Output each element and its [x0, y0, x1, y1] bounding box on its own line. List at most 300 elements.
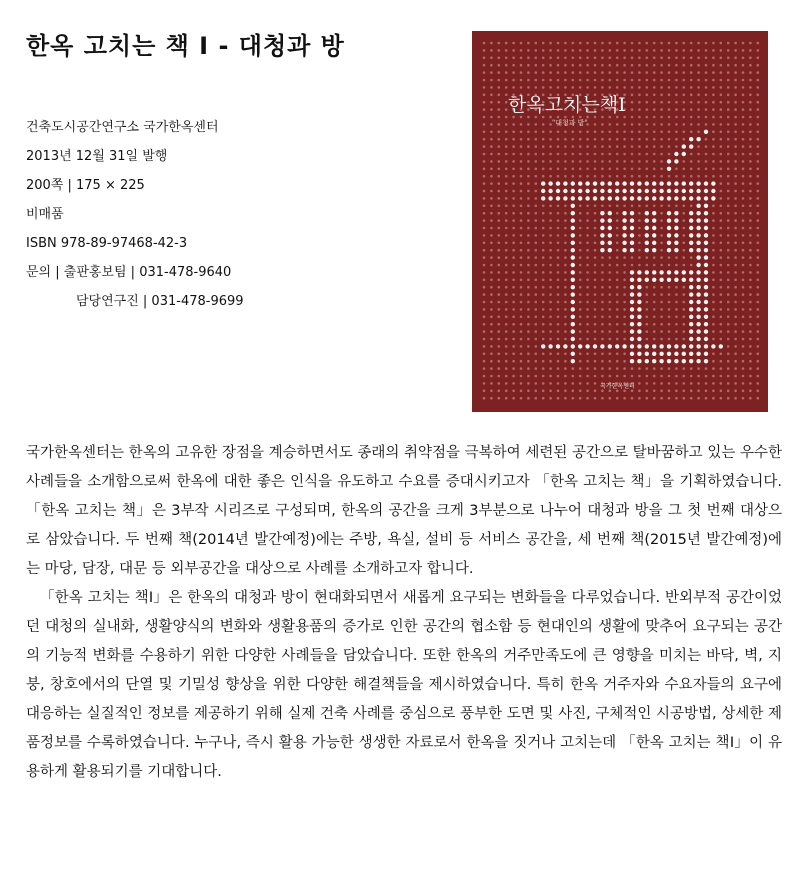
cover-dot — [727, 94, 730, 97]
cover-dot — [601, 256, 604, 259]
cover-dot — [660, 382, 663, 385]
cover-dot — [720, 330, 723, 333]
cover-dot — [697, 397, 700, 400]
cover-dot — [490, 382, 493, 385]
cover-dot — [601, 330, 604, 333]
cover-dot — [512, 116, 515, 119]
cover-dot — [512, 286, 515, 289]
cover-dot — [542, 360, 545, 363]
cover-dot — [660, 94, 663, 97]
cover-dot — [535, 205, 538, 208]
cover-dot — [646, 256, 649, 259]
cover-dot — [705, 42, 708, 45]
cover-dot — [646, 138, 649, 141]
cover-dot — [653, 108, 656, 111]
cover-dot — [674, 359, 678, 363]
cover-dot — [549, 316, 552, 319]
cover-dot — [637, 329, 641, 333]
cover-dot — [564, 249, 567, 252]
cover-dot — [505, 338, 508, 341]
cover-dot — [527, 145, 530, 148]
cover-dot — [675, 138, 678, 141]
cover-dot — [683, 123, 686, 126]
cover-dot — [660, 367, 663, 370]
cover-dot — [557, 271, 560, 274]
cover-dot — [720, 94, 723, 97]
cover-dot — [616, 316, 619, 319]
cover-dot — [594, 256, 597, 259]
cover-dot — [646, 153, 649, 156]
cover-dot — [527, 286, 530, 289]
cover-dot — [571, 196, 575, 200]
cover-dot — [535, 308, 538, 311]
cover-dot — [630, 189, 634, 193]
cover-dot — [600, 181, 604, 185]
cover-dot — [586, 286, 589, 289]
cover-dot — [660, 286, 663, 289]
cover-dot — [498, 360, 501, 363]
cover-dot — [727, 205, 730, 208]
cover-dot — [594, 301, 597, 304]
cover-dot — [696, 292, 700, 296]
cover-dot — [586, 160, 589, 163]
cover-dot — [564, 397, 567, 400]
cover-dot — [615, 196, 619, 200]
cover-dot — [483, 271, 486, 274]
cover-dot — [586, 219, 589, 222]
cover-dot — [594, 57, 597, 60]
cover-dot — [557, 168, 560, 171]
cover-dot — [512, 123, 515, 126]
cover-dot — [520, 234, 523, 237]
cover-dot — [690, 153, 693, 156]
cover-dot — [579, 168, 582, 171]
cover-dot — [696, 263, 700, 267]
cover-dot — [542, 249, 545, 252]
cover-dot — [659, 189, 663, 193]
cover-dot — [542, 138, 545, 141]
cover-dot — [660, 323, 663, 326]
cover-dot — [727, 338, 730, 341]
cover-dot — [734, 390, 737, 393]
cover-dot — [527, 249, 530, 252]
cover-dot — [653, 42, 656, 45]
cover-dot — [572, 86, 575, 89]
cover-dot — [512, 182, 515, 185]
cover-dot — [712, 279, 715, 282]
cover-dot — [712, 168, 715, 171]
cover-dot — [579, 79, 582, 82]
cover-dot — [683, 330, 686, 333]
cover-dot — [512, 293, 515, 296]
cover-dot — [645, 270, 649, 274]
cover-dot — [705, 108, 708, 111]
cover-dot — [653, 153, 656, 156]
cover-dot — [586, 227, 589, 230]
cover-dot — [734, 234, 737, 237]
cover-dot — [609, 153, 612, 156]
cover-dot — [696, 359, 700, 363]
cover-dot — [616, 308, 619, 311]
cover-dot — [696, 211, 700, 215]
cover-dot — [749, 293, 752, 296]
cover-dot — [527, 382, 530, 385]
cover-dot — [512, 190, 515, 193]
cover-dot — [727, 175, 730, 178]
cover-dot — [720, 323, 723, 326]
cover-dot — [630, 359, 634, 363]
cover-dot — [689, 300, 693, 304]
cover-dot — [557, 367, 560, 370]
cover-dot — [720, 264, 723, 267]
cover-dot — [638, 86, 641, 89]
cover-dot — [667, 189, 671, 193]
cover-dot — [689, 322, 693, 326]
cover-dot — [727, 249, 730, 252]
cover-dot — [727, 286, 730, 289]
cover-dot — [600, 226, 604, 230]
cover-dot — [683, 338, 686, 341]
cover-dot — [720, 108, 723, 111]
cover-dot — [586, 116, 589, 119]
cover-dot — [616, 79, 619, 82]
cover-dot — [542, 205, 545, 208]
cover-dot — [564, 234, 567, 237]
cover-dot — [498, 160, 501, 163]
cover-dot — [490, 293, 493, 296]
cover-dot — [638, 101, 641, 104]
cover-dot — [527, 271, 530, 274]
cover-dot — [601, 175, 604, 178]
cover-dot — [734, 212, 737, 215]
cover-dot — [712, 212, 715, 215]
cover-dot — [527, 301, 530, 304]
cover-dot — [689, 307, 693, 311]
cover-dot — [571, 241, 575, 245]
cover-dot — [697, 367, 700, 370]
cover-dot — [572, 160, 575, 163]
cover-dot — [734, 145, 737, 148]
cover-dot — [668, 286, 671, 289]
cover-dot — [586, 42, 589, 45]
cover-dot — [638, 71, 641, 74]
cover-dot — [609, 293, 612, 296]
cover-dot — [704, 352, 708, 356]
cover-dot — [498, 71, 501, 74]
cover-dot — [683, 86, 686, 89]
cover-dot — [483, 64, 486, 67]
cover-dot — [557, 308, 560, 311]
cover-dot — [609, 160, 612, 163]
cover-dot — [749, 219, 752, 222]
cover-dot — [527, 86, 530, 89]
cover-dot — [668, 108, 671, 111]
cover-dot — [549, 382, 552, 385]
cover-dot — [498, 264, 501, 267]
cover-dot — [483, 227, 486, 230]
cover-dot — [623, 168, 626, 171]
cover-dot — [734, 94, 737, 97]
cover-dot — [498, 353, 501, 356]
cover-dot — [505, 175, 508, 178]
cover-dot — [520, 131, 523, 134]
cover-dot — [749, 301, 752, 304]
cover-dot — [697, 145, 700, 148]
cover-dot — [660, 145, 663, 148]
cover-dot — [572, 131, 575, 134]
cover-dot — [609, 116, 612, 119]
cover-dot — [564, 42, 567, 45]
cover-dot — [742, 242, 745, 245]
cover-dot — [734, 86, 737, 89]
cover-dot — [742, 57, 745, 60]
cover-dot — [483, 390, 486, 393]
cover-dot — [667, 270, 671, 274]
cover-dot — [712, 42, 715, 45]
cover-dot — [683, 390, 686, 393]
cover-dot — [549, 219, 552, 222]
cover-dot — [757, 190, 760, 193]
cover-dot — [601, 86, 604, 89]
cover-dot — [564, 279, 567, 282]
cover-dot — [697, 390, 700, 393]
cover-dot — [660, 227, 663, 230]
cover-dot — [696, 226, 700, 230]
cover-dot — [638, 131, 641, 134]
cover-dot — [638, 116, 641, 119]
cover-dot — [638, 212, 641, 215]
cover-dot — [512, 323, 515, 326]
cover-dot — [660, 116, 663, 119]
cover-dot — [498, 42, 501, 45]
cover-dot — [616, 116, 619, 119]
cover-dot — [549, 293, 552, 296]
cover-dot — [586, 79, 589, 82]
cover-dot — [727, 264, 730, 267]
cover-dot — [653, 382, 656, 385]
cover-dot — [563, 344, 567, 348]
cover-dot — [742, 323, 745, 326]
cover-dot — [712, 145, 715, 148]
cover-dot — [564, 360, 567, 363]
cover-dot — [564, 116, 567, 119]
cover-dot — [594, 64, 597, 67]
cover-dot — [498, 330, 501, 333]
cover-dot — [498, 175, 501, 178]
cover-dot — [564, 338, 567, 341]
cover-dot — [586, 205, 589, 208]
cover-dot — [578, 344, 582, 348]
cover-dot — [705, 101, 708, 104]
cover-dot — [505, 301, 508, 304]
cover-dot — [683, 212, 686, 215]
cover-dot — [535, 264, 538, 267]
cover-dot — [757, 279, 760, 282]
cover-dot — [601, 323, 604, 326]
cover-dot — [594, 145, 597, 148]
cover-dot — [697, 101, 700, 104]
cover-dot — [683, 316, 686, 319]
cover-dot — [720, 205, 723, 208]
cover-dot — [490, 316, 493, 319]
cover-dot — [757, 323, 760, 326]
cover-dot — [690, 116, 693, 119]
cover-dot — [579, 153, 582, 156]
cover-dot — [638, 382, 641, 385]
cover-dot — [549, 168, 552, 171]
cover-dot — [609, 64, 612, 67]
cover-dot — [609, 338, 612, 341]
cover-dot — [601, 138, 604, 141]
cover-dot — [720, 79, 723, 82]
cover-dot — [682, 144, 686, 148]
cover-dot — [490, 397, 493, 400]
cover-dot — [483, 57, 486, 60]
cover-dot — [675, 264, 678, 267]
cover-dot — [490, 227, 493, 230]
cover-dot — [557, 360, 560, 363]
cover-dot — [483, 323, 486, 326]
cover-dot — [668, 131, 671, 134]
cover-dot — [623, 153, 626, 156]
cover-dot — [749, 271, 752, 274]
cover-dot — [704, 307, 708, 311]
cover-dot — [757, 308, 760, 311]
cover-dot — [542, 271, 545, 274]
cover-dot — [520, 286, 523, 289]
cover-dot — [512, 397, 515, 400]
cover-dot — [705, 153, 708, 156]
cover-dot — [683, 382, 686, 385]
cover-dot — [548, 344, 552, 348]
cover-dot — [549, 145, 552, 148]
cover-dot — [542, 256, 545, 259]
cover-dot — [638, 57, 641, 60]
cover-dot — [505, 249, 508, 252]
cover-dot — [512, 168, 515, 171]
cover-dot — [571, 211, 575, 215]
cover-dot — [720, 234, 723, 237]
cover-dot — [660, 101, 663, 104]
cover-dot — [675, 108, 678, 111]
cover-dot — [520, 301, 523, 304]
cover-dot — [490, 153, 493, 156]
cover-dot — [660, 71, 663, 74]
cover-dot — [734, 353, 737, 356]
cover-dot — [712, 116, 715, 119]
cover-dot — [734, 338, 737, 341]
cover-dot — [557, 71, 560, 74]
cover-dot — [690, 382, 693, 385]
cover-dot — [498, 338, 501, 341]
cover-dot — [757, 108, 760, 111]
cover-dot — [572, 42, 575, 45]
cover-dot — [705, 86, 708, 89]
cover-dot — [594, 397, 597, 400]
cover-dot — [757, 286, 760, 289]
cover-dot — [704, 248, 708, 252]
cover-dot — [637, 359, 641, 363]
cover-dot — [720, 301, 723, 304]
cover-dot — [542, 279, 545, 282]
cover-dot — [622, 226, 626, 230]
cover-dot — [675, 175, 678, 178]
cover-dot — [660, 64, 663, 67]
cover-dot — [668, 57, 671, 60]
cover-dot — [483, 71, 486, 74]
cover-dot — [660, 397, 663, 400]
cover-dot — [697, 71, 700, 74]
cover-dot — [586, 390, 589, 393]
cover-dot — [727, 79, 730, 82]
cover-dot — [675, 42, 678, 45]
cover-dot — [696, 196, 700, 200]
cover-dot — [585, 181, 589, 185]
contact-line-researcher: 담당연구진 | 031-478-9699 — [76, 294, 244, 309]
cover-dot — [683, 42, 686, 45]
cover-dot — [757, 360, 760, 363]
cover-dot — [690, 390, 693, 393]
cover-dot — [542, 57, 545, 60]
cover-dot — [712, 308, 715, 311]
cover-dot — [712, 108, 715, 111]
cover-dot — [683, 256, 686, 259]
cover-dot — [505, 256, 508, 259]
cover-dot — [579, 86, 582, 89]
cover-dot — [549, 131, 552, 134]
cover-dot — [660, 175, 663, 178]
cover-dot — [727, 108, 730, 111]
cover-dot — [557, 316, 560, 319]
cover-dot — [653, 86, 656, 89]
cover-dot — [512, 42, 515, 45]
cover-dot — [616, 301, 619, 304]
cover-dot — [556, 181, 560, 185]
cover-dot — [697, 131, 700, 134]
cover-dot — [674, 211, 678, 215]
cover-dot — [594, 360, 597, 363]
cover-dot — [505, 212, 508, 215]
cover-dot — [622, 344, 626, 348]
cover-dot — [520, 390, 523, 393]
cover-dot — [498, 212, 501, 215]
cover-dot — [535, 57, 538, 60]
cover-dot — [578, 189, 582, 193]
cover-dot — [727, 219, 730, 222]
cover-dot — [542, 168, 545, 171]
cover-dot — [749, 286, 752, 289]
cover-dot — [689, 144, 693, 148]
cover-dot — [660, 86, 663, 89]
cover-dot — [705, 94, 708, 97]
cover-dot — [667, 226, 671, 230]
cover-dot — [601, 131, 604, 134]
cover-dot — [734, 323, 737, 326]
cover-dot — [668, 367, 671, 370]
cover-dot — [564, 271, 567, 274]
cover-dot — [683, 367, 686, 370]
cover-dot — [579, 205, 582, 208]
cover-dot — [734, 264, 737, 267]
cover-dot — [690, 131, 693, 134]
cover-dot — [609, 360, 612, 363]
cover-dot — [571, 204, 575, 208]
cover-dot — [527, 242, 530, 245]
cover-dot — [690, 94, 693, 97]
cover-dot — [742, 353, 745, 356]
cover-dot — [683, 160, 686, 163]
cover-dot — [660, 330, 663, 333]
